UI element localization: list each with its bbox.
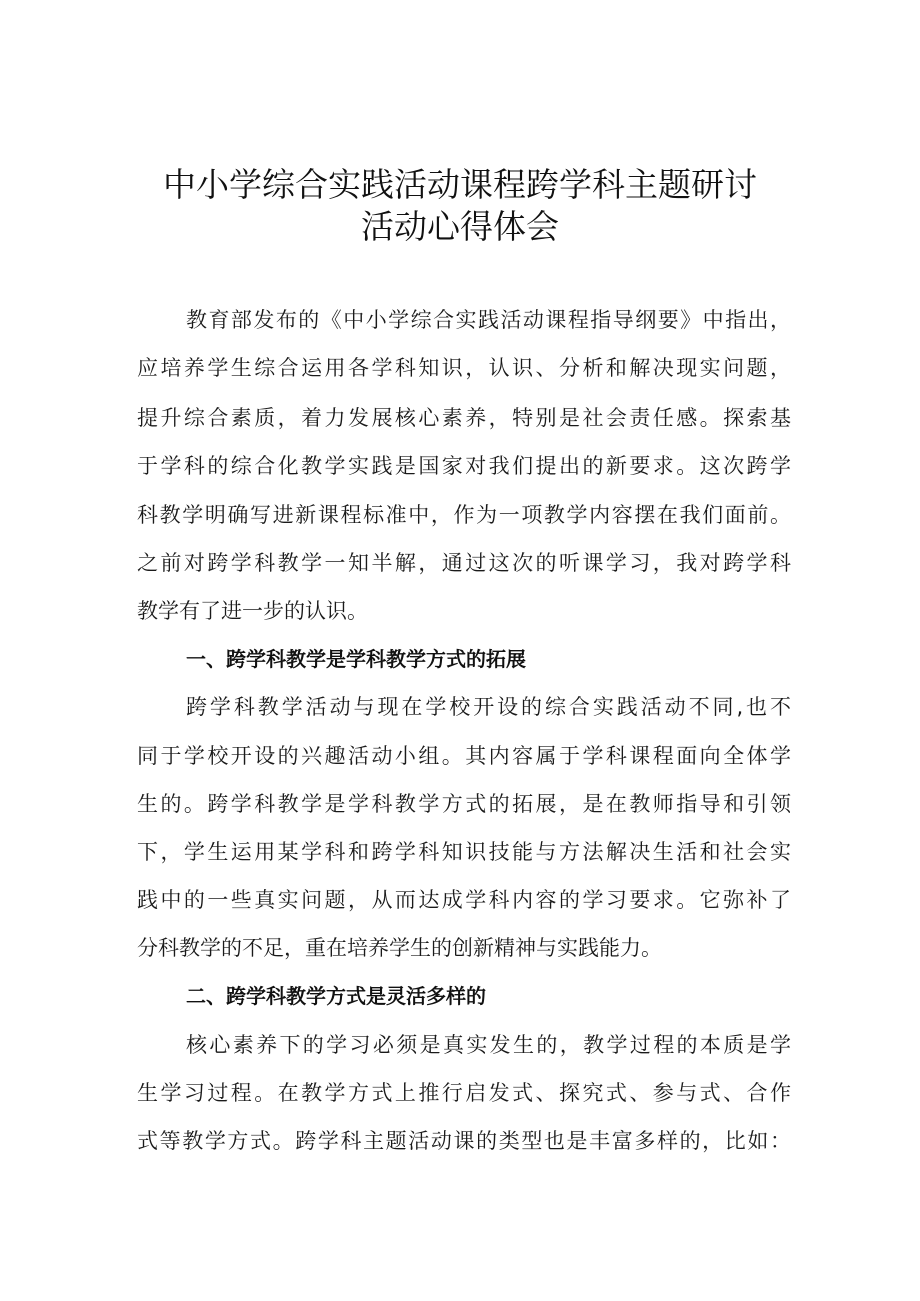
document-title-line-2: 活动心得体会 xyxy=(361,207,559,246)
paragraph-2-line: 同于学校开设的兴趣活动小组。其内容属于学科课程面向全体学 xyxy=(137,744,791,768)
paragraph-2-line: 下，学生运用某学科和跨学科知识技能与方法解决生活和社会实 xyxy=(137,840,791,864)
paragraph-1-line: 科教学明确写进新课程标准中，作为一项教学内容摆在我们面前。 xyxy=(137,503,791,527)
paragraph-2-line: 跨学科教学活动与现在学校开设的综合实践活动不同,也不 xyxy=(186,695,791,719)
paragraph-1-line: 教学有了进一步的认识。 xyxy=(137,599,368,623)
section-heading-2: 二、跨学科教学方式是灵活多样的 xyxy=(186,984,486,1008)
paragraph-3-line: 式等教学方式。跨学科主题活动课的类型也是丰富多样的，比如： xyxy=(137,1129,791,1153)
paragraph-2-line: 践中的一些真实问题，从而达成学科内容的学习要求。它弥补了 xyxy=(137,888,791,912)
paragraph-1-line: 提升综合素质，着力发展核心素养，特别是社会责任感。探索基 xyxy=(137,406,791,430)
paragraph-3-line: 生学习过程。在教学方式上推行启发式、探究式、参与式、合作 xyxy=(137,1081,791,1105)
paragraph-1-line: 于学科的综合化教学实践是国家对我们提出的新要求。这次跨学 xyxy=(137,454,791,478)
paragraph-3-line: 核心素养下的学习必须是真实发生的，教学过程的本质是学 xyxy=(186,1033,791,1057)
paragraph-1-line: 教育部发布的《中小学综合实践活动课程指导纲要》中指出， xyxy=(186,308,791,332)
paragraph-2-line: 分科教学的不足，重在培养学生的创新精神与实践能力。 xyxy=(137,936,662,960)
paragraph-1-line: 之前对跨学科教学一知半解，通过这次的听课学习，我对跨学科 xyxy=(137,551,791,575)
document-title-line-1: 中小学综合实践活动课程跨学科主题研讨 xyxy=(163,165,757,204)
paragraph-2-line: 生的。跨学科教学是学科教学方式的拓展，是在教师指导和引领 xyxy=(137,792,791,816)
section-heading-1: 一、跨学科教学是学科教学方式的拓展 xyxy=(186,647,526,671)
paragraph-1-line: 应培养学生综合运用各学科知识，认识、分析和解决现实问题， xyxy=(137,356,791,380)
